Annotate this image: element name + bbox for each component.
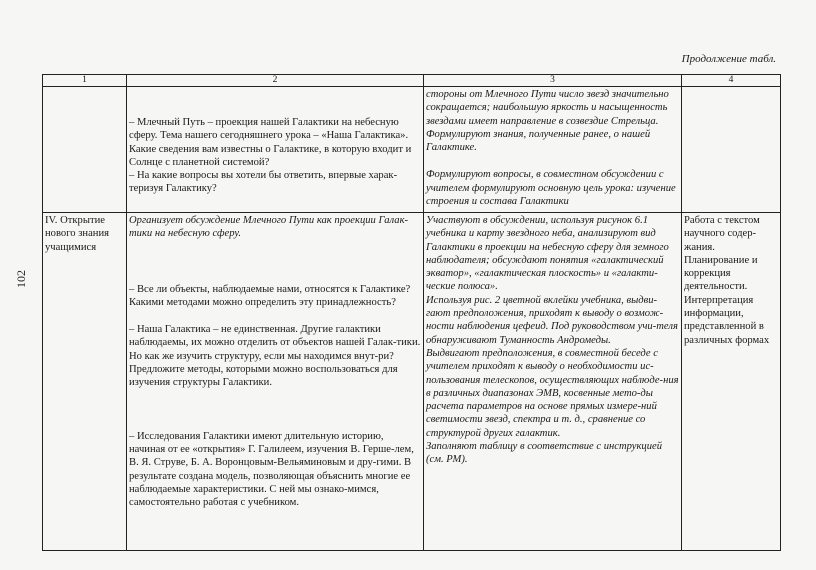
row1-teacher-text-2: – На какие вопросы вы хотели бы ответить, впервые харак-теризуя Галактику? [129, 170, 398, 195]
row2-student-text-3: Выдвигают предположения, в совместной беседе с учителем приходят к выводу о необходимости ис-пользования телескопов, осуществляющих наблюде-ния в различных диапазонах ЭМВ, косвенные мето-ды расчета параметров на основе прямых измере-ний светимости звезд, спектра и т. д., сравнение со структурой других галактик. [426, 347, 679, 439]
header-row [43, 75, 781, 87]
header-col-1: 1 [43, 75, 127, 87]
row1-teacher-cell [127, 87, 424, 213]
row2-teacher-text-1: Организует обсуждение Млечного Пути как проекции Галак-тики на небесную сферу. [129, 215, 409, 240]
row2-student-text-4: Заполняют таблицу в соответствие с инструкцией (см. РМ). [426, 441, 663, 466]
row1-teacher-text-1: – Млечный Путь – проекция нашей Галактики на небесную сферу. Тема нашего сегодняшнего урока – «Наша Галактика». Какие сведения вам известны о Галактике, в которую входит и Солнце с планетной системой? [129, 117, 412, 168]
row2-student-cell [424, 213, 682, 551]
row2-teacher-text-3: – Наша Галактика – не единственная. Другие галактики наблюдаемы, их можно отделить от объектов нашей Галак-тики. Но как же изучить структуру, если мы находимся внут-ри? Предложите методы, которыми можно воспользоваться для изучения структуры Галактики. [129, 324, 421, 389]
row1-ud-cell [682, 87, 781, 213]
row2-stage-cell: IV. Открытие нового знания учащимися [43, 213, 127, 551]
row1-student-cell [424, 87, 682, 213]
row2-teacher-text-4: – Исследования Галактики имеют длительную историю, начиная от ее «открытия» Г. Галилеем, изучения В. Герше-лем, В. Я. Струве, Б. А. Воронцовым-Вельяминовым и дру-гими. В результате создана модель, позволяющая объяснить многие ее наблюдаемые характеристики. С ней мы ознако-мимся, самостоятельно работая с учебником. [129, 430, 414, 509]
row1-student-text-1: стороны от Млечного Пути число звезд значительно сокращается; наибольшую яркость и насыщенность звездами имеет направление в созвездие Стрельца. Формулируют знания, полученные ранее, о нашей Галактике. [426, 89, 669, 154]
header-col-3: 3 [424, 75, 682, 87]
row1-stage-cell [43, 87, 127, 213]
table-continuation-caption: Продолжение табл. [681, 53, 776, 65]
header-col-2: 2 [127, 75, 424, 87]
row2-ud-cell: Работа с текстом научного содер-жания. Планирование и коррекция деятельности. Интерпретация информации, представленной в различных формах [682, 213, 781, 551]
table-row [43, 87, 781, 213]
page-number: 102 [14, 270, 28, 288]
row2-student-text-2: Используя рис. 2 цветной вклейки учебника, выдви-гают предположения, приходят к выводу о возмож-ности наблюдения цефеид. Под руководством учи-теля обнаруживают Туманность Андромеды. [426, 294, 678, 346]
table-row [43, 213, 781, 551]
lesson-table [42, 74, 781, 551]
row1-student-text-2: Формулируют вопросы, в совместном обсуждении с учителем формулируют основную цель урока: изучение строения и состава Галактики [426, 169, 676, 208]
row2-teacher-cell [127, 213, 424, 551]
row2-student-text-1: Участвуют в обсуждении, используя рисунок 6.1 учебника и карту звездного неба, анализируют вид Галактики в проекции на небесную сферу для земного наблюдателя; обсуждают понятия «галактический экватор», «галактическая плоскость» и «галакти-ческие полюса». [426, 215, 669, 293]
header-col-4: 4 [682, 75, 781, 87]
row2-teacher-text-2: – Все ли объекты, наблюдаемые нами, относятся к Галактике? Какими методами можно определить эту принадлежность? [129, 283, 411, 308]
